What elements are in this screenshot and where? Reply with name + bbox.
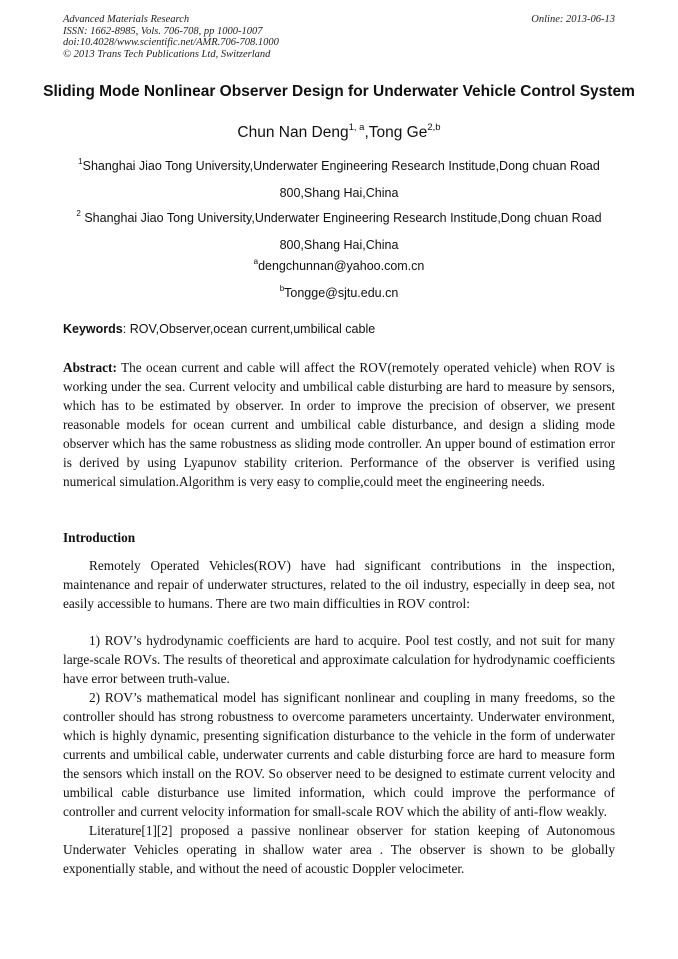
author-2-sup: 2,b <box>427 122 441 133</box>
affiliation-1 <box>60 148 618 207</box>
author-separator: , <box>364 124 369 141</box>
author-1-name: Chun Nan Deng <box>237 124 349 141</box>
keywords <box>63 322 615 336</box>
intro-paragraph-3: 2) ROV’s mathematical model has significant nonlinear and coupling in many freedoms, so the controller should has strong robustness to overcome parameters uncertainty. Underwater environment, which is highly dynamic, presenting signification disturbance to the vehicle in the form of underwater currents and umbilical cable, underwater currents and cable disturbing force are hard to measure form the sensors which install on the ROV. So observer need to be designed to estimate current velocity and umbilical cable disturbance use limited information, which could improve the performance of controller and current velocity information for small-scale ROV which the ability of anti-flow weakly. <box>63 690 615 819</box>
introduction-heading: Introduction <box>63 530 136 545</box>
email-a <box>60 257 618 273</box>
affiliation-2-line1: $^2$ Shanghai Jiao Tong University,Underwater Engineering Research Institude,Dong chuan Road <box>76 209 602 225</box>
email-b <box>60 284 618 300</box>
author-2-name: Tong Ge <box>368 124 428 141</box>
author-line <box>40 122 638 142</box>
issn-line: ISSN: 1662-8985, Vols. 706-708, pp 1000-1007 <box>63 25 263 37</box>
affiliation-1-sup: 1 <box>78 157 83 166</box>
email-b-sup: b <box>279 284 285 293</box>
doi-line: doi:10.4028/www.scientific.net/AMR.706-708.1000 <box>63 37 279 48</box>
affiliation-1-line2: 800,Shang Hai,China <box>279 186 399 200</box>
author-1-sup: 1, a <box>348 122 365 133</box>
abstract <box>63 358 615 491</box>
email-b-text: Tongge@sjtu.edu.cn <box>284 286 399 300</box>
affiliation-2-line2: 800,Shang Hai,China <box>279 238 399 252</box>
abstract-text: The ocean current and cable will affect the ROV(remotely operated vehicle) when ROV is working under the sea. Current velocity and umbilical cable disturbing are hard to measure by sensors, which has to be estimated by observer. In order to improve the precision of observer, we present reasonable models for ocean current and umbilical cable disturbance, and design a sliding mode observer which has the same robustness as sliding mode controller. An upper bound of estimation error is derived by using Lyapunov stability criterion. Performance of the observer is verified using numerical simulation.Algorithm is very easy to complie,could meet the engineering needs. <box>63 360 615 489</box>
email-a-text: dengchunnan@yahoo.com.cn <box>258 259 425 273</box>
journal-name: Advanced Materials Research <box>63 14 190 25</box>
online-date: Online: 2013-06-13 <box>531 14 615 25</box>
intro-paragraph-2: 1) ROV’s hydrodynamic coefficients are hard to acquire. Pool test costly, and not suit for many large-scale ROVs. The results of theoretical and approximate calculation for hydrodynamic coefficients have error between truth-value. <box>63 633 615 686</box>
keywords-text: : ROV,Observer,ocean current,umbilical cable <box>122 322 376 336</box>
affiliation-2-sup: 2 <box>76 209 81 218</box>
abstract-label: Abstract: <box>63 360 117 375</box>
intro-paragraph-4: Literature[1][2] proposed a passive nonlinear observer for station keeping of Autonomous Underwater Vehicles operating in shallow water area . The observer is shown to be globally exponentially stable, and without the need of acoustic Doppler velocimeter. <box>63 823 615 876</box>
affiliation-2 <box>60 200 618 259</box>
affiliation-1-line1: $^1$Shanghai Jiao Tong University,Underwater Engineering Research Institude,Dong chuan Road <box>78 157 600 173</box>
intro-paragraphs <box>63 631 615 878</box>
paper-title: Sliding Mode Nonlinear Observer Design for Underwater Vehicle Control System <box>43 83 635 100</box>
keywords-label: Keywords <box>63 322 123 336</box>
email-a-sup: a <box>253 257 259 266</box>
journal-header <box>63 14 615 60</box>
copyright-line: © 2013 Trans Tech Publications Ltd, Switzerland <box>63 48 271 60</box>
intro-paragraph-1: Remotely Operated Vehicles(ROV) have had significant contributions in the inspection, maintenance and repair of underwater structures, related to the oil industry, especially in deep sea, not easily accessible to humans. There are two main difficulties in ROV control: <box>63 558 615 611</box>
